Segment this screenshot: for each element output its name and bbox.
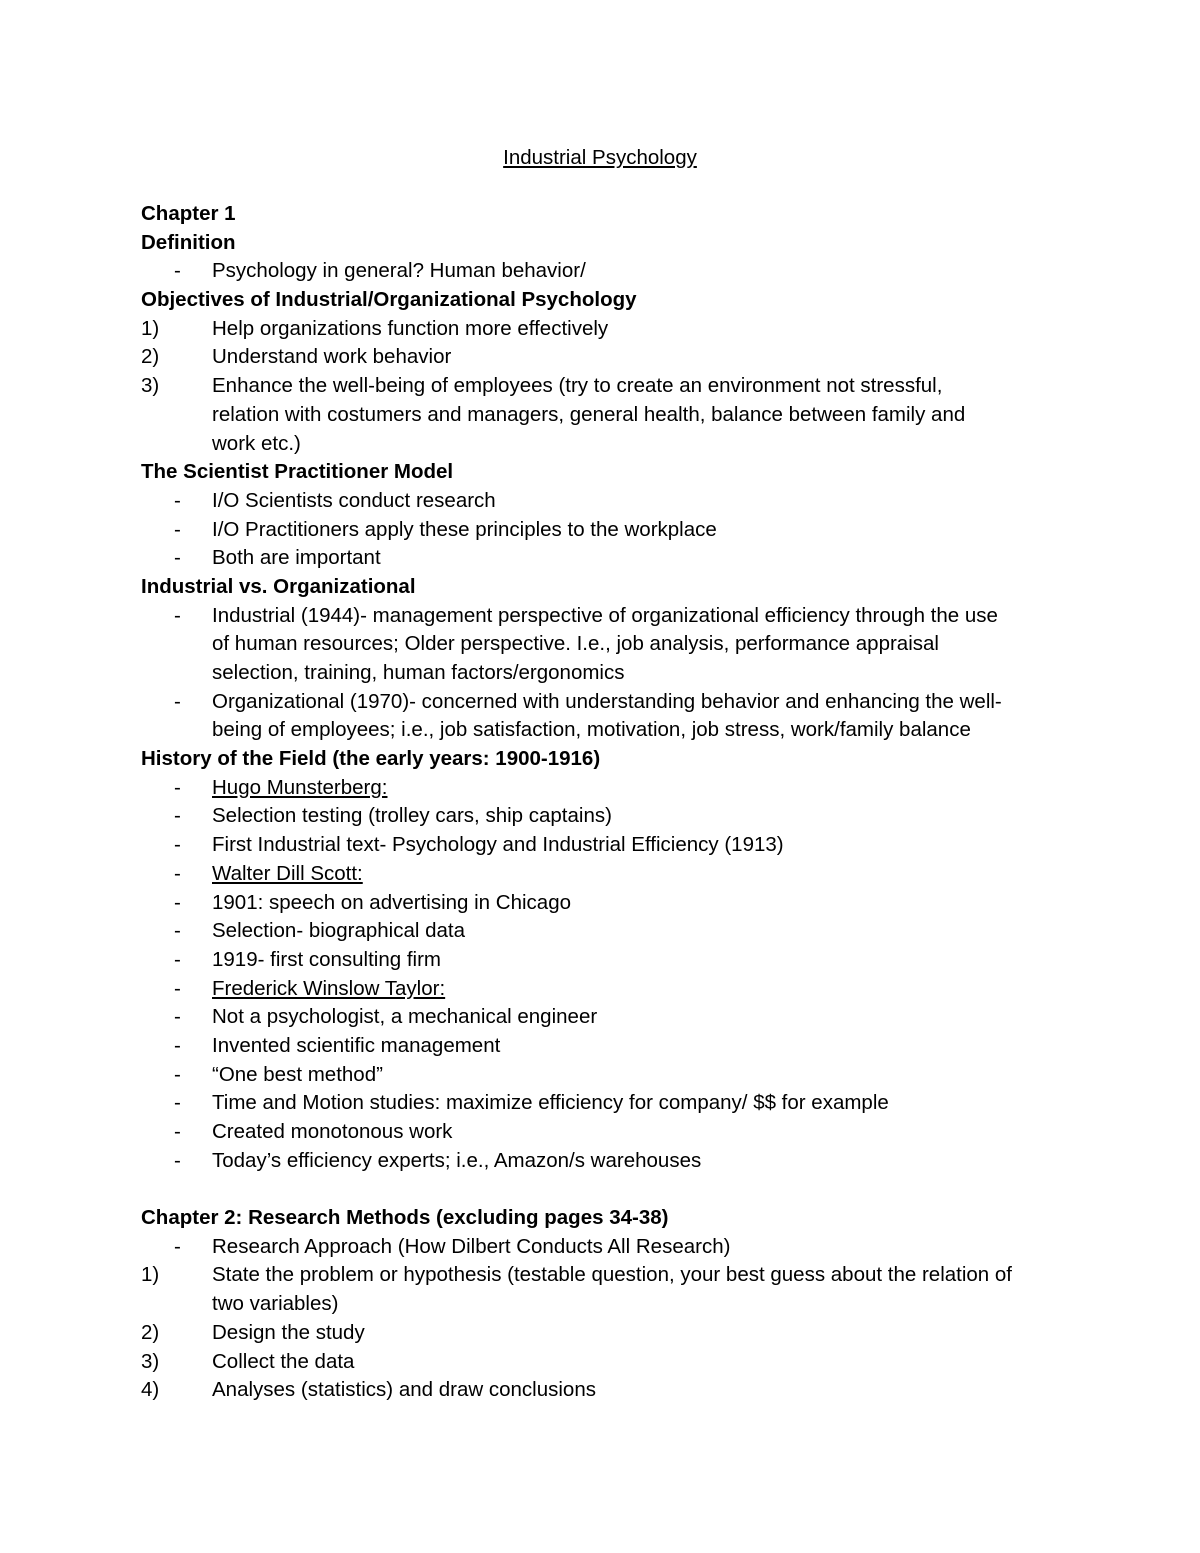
text-line: Invented scientific management (212, 1033, 501, 1057)
section-heading: Chapter 1 (141, 202, 236, 225)
section-heading: Industrial vs. Organizational (141, 574, 416, 598)
text-line: relation with costumers and managers, general health, balance between family and (212, 402, 966, 426)
text-line: Not a psychologist, a mechanical engineer (212, 1005, 598, 1029)
text-line: Organizational (1970)- concerned with understanding behavior and enhancing the well- (212, 689, 1002, 713)
item-text (212, 860, 1091, 889)
document-title: Industrial Psychology (503, 146, 697, 169)
text-line: Time and Motion studies: maximize efficiency for company/ $$ for example (212, 1091, 889, 1115)
bullet-item (141, 1147, 1091, 1176)
bullet-item (141, 1118, 1091, 1147)
text-line: Today’s efficiency experts; i.e., Amazon/s warehouses (212, 1148, 702, 1172)
list-dash: - (174, 488, 181, 512)
numbered-item (141, 372, 1091, 458)
list-dash: - (174, 804, 181, 828)
list-dash: - (174, 1234, 181, 1258)
item-text (212, 831, 1091, 860)
bullet-item (141, 1233, 1091, 1262)
list-dash: - (174, 919, 181, 943)
list-number: 2) (141, 345, 160, 369)
list-dash: - (174, 517, 181, 541)
item-text (212, 487, 1091, 516)
bullet-item (141, 1061, 1091, 1090)
text-line: Help organizations function more effectively (212, 316, 609, 340)
text-line: Psychology in general? Human behavior/ (212, 259, 586, 283)
section-heading: Objectives of Industrial/Organizational Psychology (141, 288, 637, 312)
text-line: Selection- biographical data (212, 919, 465, 943)
item-text (212, 1061, 1091, 1090)
text-line: Analyses (statistics) and draw conclusions (212, 1378, 596, 1402)
item-text (212, 315, 1091, 344)
list-dash: - (174, 1091, 181, 1115)
text-line: “One best method” (212, 1062, 383, 1086)
list-dash: - (174, 947, 181, 971)
list-dash: - (174, 976, 181, 1000)
item-text (212, 917, 1091, 946)
bullet-item (141, 831, 1091, 860)
item-text (212, 889, 1091, 918)
bullet-item (141, 1003, 1091, 1032)
bullet-item (141, 917, 1091, 946)
text-line: Collect the data (212, 1349, 355, 1373)
item-text (212, 1003, 1091, 1032)
item-text (212, 1089, 1091, 1118)
text-line: being of employees; i.e., job satisfaction, motivation, job stress, work/family balance (212, 718, 971, 742)
bullet-item (141, 487, 1091, 516)
numbered-item (141, 315, 1091, 344)
list-dash: - (174, 689, 181, 713)
list-dash: - (174, 1062, 181, 1086)
item-text (212, 1032, 1091, 1061)
item-text (212, 975, 1091, 1004)
text-line: I/O Scientists conduct research (212, 488, 496, 512)
list-dash: - (174, 1148, 181, 1172)
list-dash: - (174, 833, 181, 857)
list-number: 2) (141, 1320, 160, 1344)
section-heading: Definition (141, 230, 236, 254)
underlined-name: Hugo Munsterberg: (212, 775, 388, 799)
item-text (212, 688, 1091, 745)
item-text (212, 602, 1091, 688)
text-line: Enhance the well-being of employees (try to create an environment not stressful, (212, 374, 943, 398)
list-number: 4) (141, 1378, 160, 1402)
text-line: two variables) (212, 1292, 339, 1316)
item-text (212, 1319, 1091, 1348)
item-text (212, 257, 1091, 286)
numbered-item (141, 1348, 1091, 1377)
list-dash: - (174, 1120, 181, 1143)
bullet-item (141, 544, 1091, 573)
item-text (212, 1348, 1091, 1377)
text-line: Created monotonous work (212, 1120, 453, 1143)
item-text (212, 774, 1091, 803)
numbered-item (141, 1319, 1091, 1348)
list-dash: - (174, 1033, 181, 1057)
text-line: State the problem or hypothesis (testable question, your best guess about the relation of (212, 1263, 1012, 1287)
bullet-item (141, 602, 1091, 688)
list-dash: - (174, 1005, 181, 1029)
bullet-item (141, 802, 1091, 831)
list-dash: - (174, 861, 181, 885)
text-line: 1919- first consulting firm (212, 947, 442, 971)
list-dash: - (174, 775, 181, 799)
list-number: 1) (141, 1263, 160, 1287)
text-line: of human resources; Older perspective. I.e., job analysis, performance appraisal (212, 632, 939, 656)
item-text (212, 1147, 1091, 1176)
text-line: work etc.) (212, 431, 301, 455)
text-line: I/O Practitioners apply these principles to the workplace (212, 517, 717, 541)
bullet-item (141, 688, 1091, 745)
section-heading: Chapter 2: Research Methods (excluding pages 34-38) (141, 1206, 669, 1230)
text-line: Design the study (212, 1320, 365, 1344)
section-heading: The Scientist Practitioner Model (141, 460, 454, 484)
text-line: Both are important (212, 546, 381, 570)
text-line (212, 975, 1091, 1004)
text-line (212, 860, 1091, 889)
text-line: Selection testing (trolley cars, ship captains) (212, 804, 612, 828)
text-line: Research Approach (How Dilbert Conducts All Research) (212, 1234, 731, 1258)
list-number: 1) (141, 316, 160, 340)
item-text (212, 372, 1091, 458)
blank-line (141, 1175, 1091, 1204)
bullet-item (141, 1032, 1091, 1061)
text-line: selection, training, human factors/ergonomics (212, 661, 625, 684)
underlined-name: Frederick Winslow Taylor: (212, 976, 446, 1000)
item-text (212, 1118, 1091, 1147)
numbered-item (141, 343, 1091, 372)
item-text (212, 544, 1091, 573)
item-text (212, 343, 1091, 372)
bullet-item (141, 946, 1091, 975)
bullet-item (141, 889, 1091, 918)
item-text (212, 946, 1091, 975)
text-line: 1901: speech on advertising in Chicago (212, 890, 571, 914)
bullet-item (141, 975, 1091, 1004)
item-text (212, 516, 1091, 545)
bullet-item (141, 257, 1091, 286)
list-dash: - (174, 890, 181, 914)
text-line (212, 774, 1091, 803)
section-heading: History of the Field (the early years: 1900-1916) (141, 747, 601, 771)
list-dash: - (174, 546, 181, 570)
document-body (141, 200, 1091, 1405)
item-text (212, 802, 1091, 831)
numbered-item (141, 1261, 1091, 1318)
bullet-item (141, 774, 1091, 803)
list-number: 3) (141, 1349, 160, 1373)
item-text (212, 1376, 1091, 1405)
list-number: 3) (141, 374, 160, 398)
list-dash: - (174, 603, 181, 627)
text-line: Understand work behavior (212, 345, 452, 369)
bullet-item (141, 860, 1091, 889)
item-text (212, 1261, 1091, 1318)
text-line: First Industrial text- Psychology and Industrial Efficiency (1913) (212, 833, 784, 857)
item-text (212, 1233, 1091, 1262)
text-line: Industrial (1944)- management perspective of organizational efficiency through the use (212, 603, 998, 627)
bullet-item (141, 1089, 1091, 1118)
underlined-name: Walter Dill Scott: (212, 861, 363, 885)
numbered-item (141, 1376, 1091, 1405)
bullet-item (141, 516, 1091, 545)
list-dash: - (174, 259, 181, 283)
